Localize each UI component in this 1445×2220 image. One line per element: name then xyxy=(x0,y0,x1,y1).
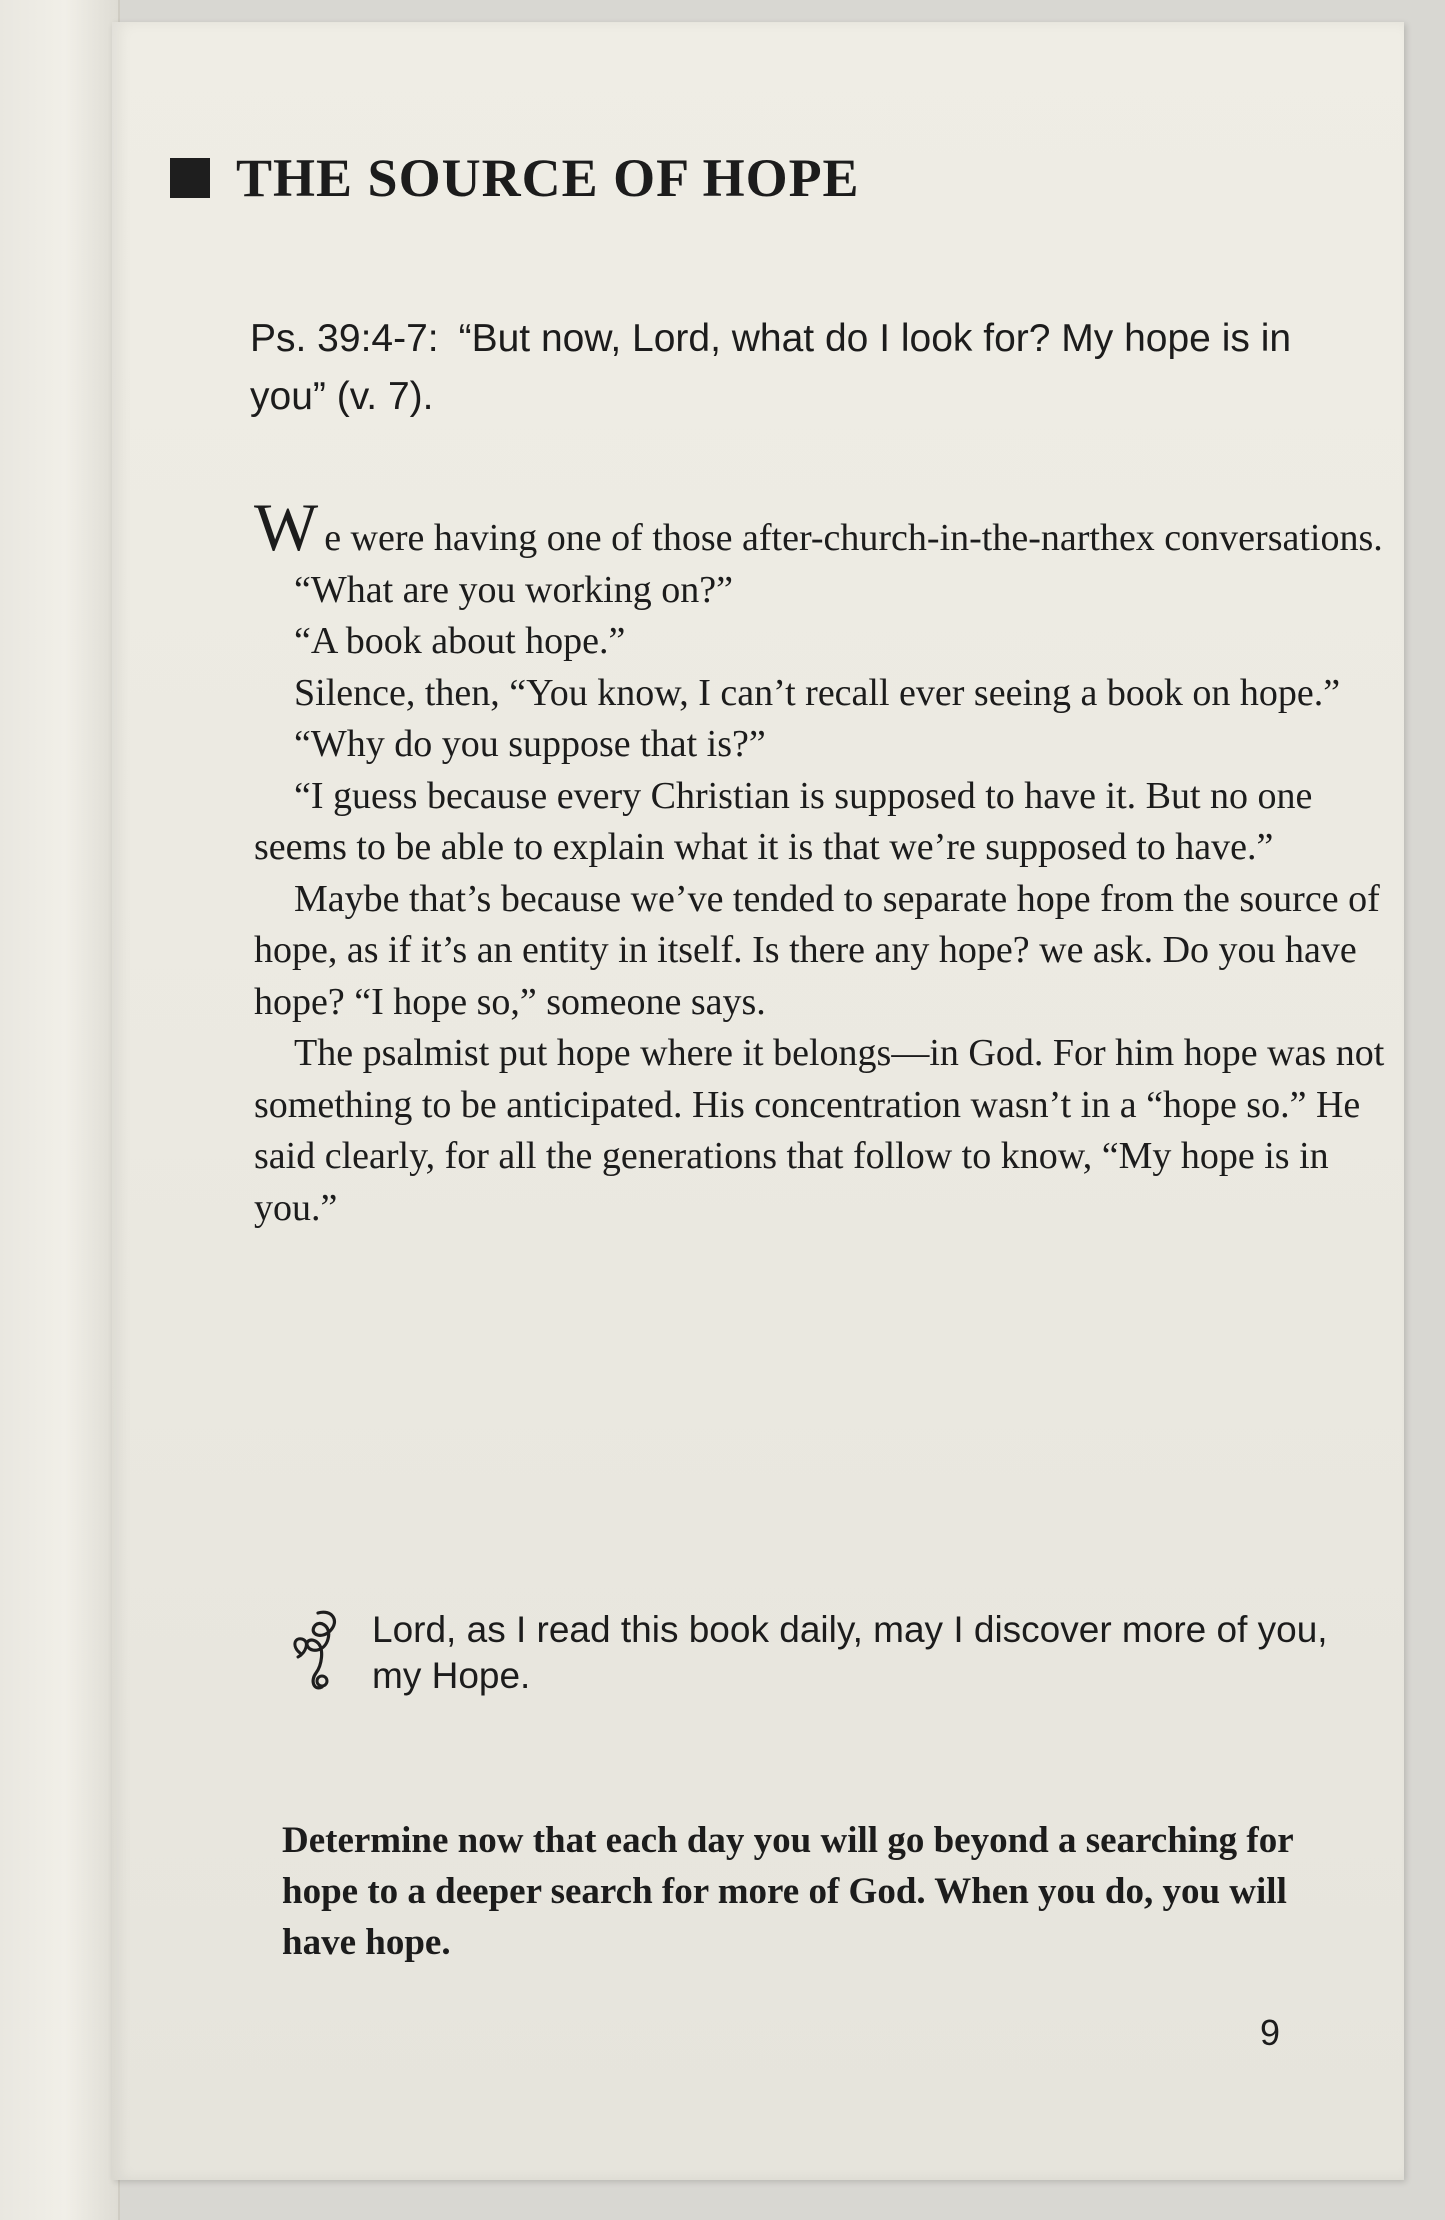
body-paragraph: “I guess because every Christian is supposed to have it. But no one seems to be able to explain what it is that we’re supposed to have.” xyxy=(254,774,1313,868)
scripture-reference: Ps. 39:4-7: xyxy=(250,317,439,360)
drop-cap: W xyxy=(254,489,319,565)
body-paragraph: “What are you working on?” xyxy=(294,568,733,611)
section-heading xyxy=(170,147,860,209)
prayer-flourish-icon xyxy=(288,1607,350,1693)
body-paragraph: Silence, then, “You know, I can’t recall ever seeing a book on hope.” xyxy=(294,671,1341,714)
scripture-passage xyxy=(250,310,1300,426)
prayer-block xyxy=(288,1607,1368,1699)
square-bullet-icon xyxy=(170,158,210,198)
prayer-text: Lord, as I read this book daily, may I discover more of you, my Hope. xyxy=(372,1609,1328,1696)
page-number: 9 xyxy=(1260,2012,1281,2053)
facing-page-edge xyxy=(0,0,120,2220)
devotional-body xyxy=(254,489,1389,1234)
page-title: THE SOURCE OF HOPE xyxy=(236,148,860,208)
body-paragraph: “A book about hope.” xyxy=(294,620,626,662)
closing-exhortation: Determine now that each day you will go beyond a searching for hope to a deeper search for more of God. When you do, you will have hope. xyxy=(282,1820,1293,1963)
body-paragraph: The psalmist put hope where it belongs—in God. For him hope was not something to be anticipated. His concentration wasn’t in a “hope so.” He said clearly, for all the generations that follow to know, “My hope is in you.” xyxy=(254,1032,1385,1229)
book-page xyxy=(112,22,1404,2180)
scripture-quote: “But now, Lord, what do I look for? My hope is in you” (v. 7). xyxy=(250,317,1292,418)
body-paragraph: “Why do you suppose that is?” xyxy=(294,723,766,765)
body-paragraph: Maybe that’s because we’ve tended to separate hope from the source of hope, as if it’s an entity in itself. Is there any hope? we ask. Do you have hope? “I hope so,” someone says. xyxy=(254,877,1380,1023)
opening-paragraph: We were having one of those after-church-in-the-narthex conversations. xyxy=(254,489,1383,565)
